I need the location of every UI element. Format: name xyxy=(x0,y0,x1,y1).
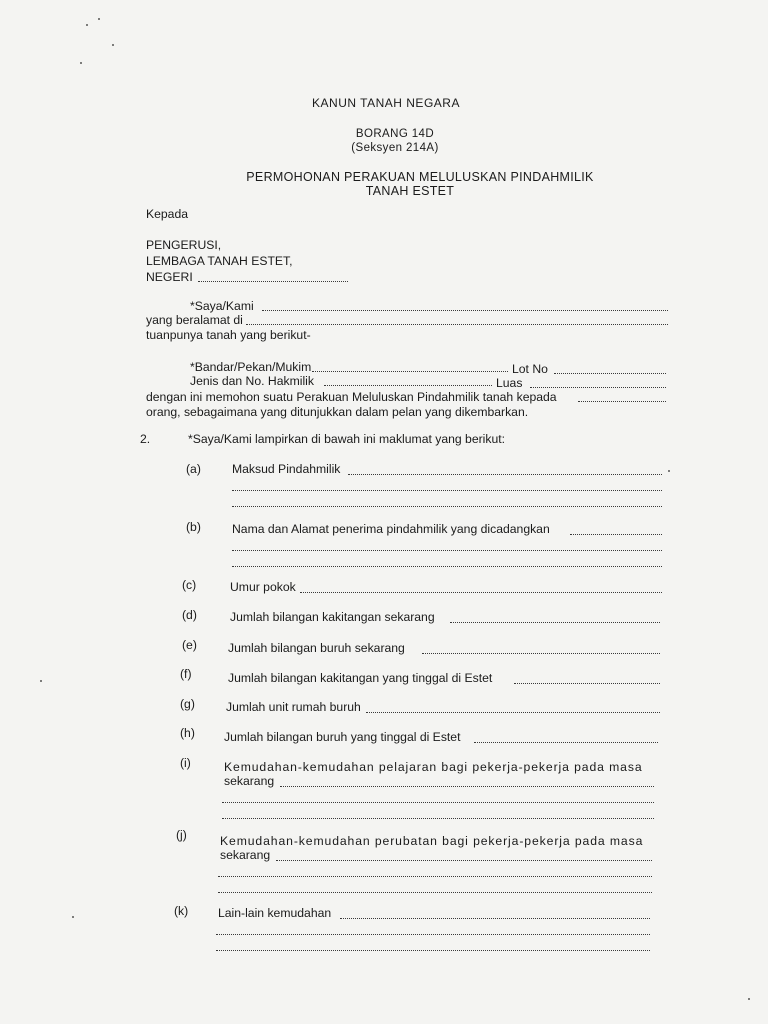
item-i-label: Kemudahan-kemudahan pelajaran bagi pekerja-pekerja pada masa xyxy=(224,760,643,774)
item-k-field-line2[interactable] xyxy=(216,934,650,935)
form-title-line1: PERMOHONAN PERAKUAN MELULUSKAN PINDAHMILIK xyxy=(246,170,594,184)
item-k-label: Lain-lain kemudahan xyxy=(218,906,332,920)
plan-text: orang, sebagaimana yang ditunjukkan dalam pelan yang dikembarkan. xyxy=(146,405,529,419)
item-b-letter: (b) xyxy=(186,520,201,534)
item-g-label: Jumlah unit rumah buruh xyxy=(226,700,361,714)
item-j-letter: (j) xyxy=(176,828,187,842)
item-i-field-line3[interactable] xyxy=(222,818,654,819)
address-label: yang beralamat di xyxy=(146,313,243,327)
item-a-field-line2[interactable] xyxy=(232,490,662,491)
area-label: Luas xyxy=(496,376,523,390)
item-a-label: Maksud Pindahmilik xyxy=(232,462,341,476)
town-field[interactable] xyxy=(312,371,508,372)
item-i-label2: sekarang xyxy=(224,774,275,788)
section2-intro: *Saya/Kami lampirkan di bawah ini maklumat yang berikut: xyxy=(188,432,506,446)
item-a-letter: (a) xyxy=(186,462,201,476)
item-e-letter: (e) xyxy=(182,638,197,652)
lot-field[interactable] xyxy=(554,373,666,374)
scan-speck xyxy=(80,62,82,64)
item-j-label2: sekarang xyxy=(220,848,271,862)
item-j-field-line2[interactable] xyxy=(218,876,652,877)
item-d-field[interactable] xyxy=(450,622,660,623)
item-j-label: Kemudahan-kemudahan perubatan bagi pekerja-pekerja pada masa xyxy=(220,834,644,848)
item-h-letter: (h) xyxy=(180,726,195,740)
item-g-letter: (g) xyxy=(180,697,195,711)
item-f-field[interactable] xyxy=(514,683,660,684)
item-b-field-line2[interactable] xyxy=(232,550,662,551)
apply-text: dengan ini memohon suatu Perakuan Meluluskan Pindahmilik tanah kepada xyxy=(146,390,557,404)
item-i-field[interactable] xyxy=(280,786,654,787)
scan-speck xyxy=(748,998,750,1000)
town-label: *Bandar/Pekan/Mukim xyxy=(190,360,312,374)
transferee-count-field[interactable] xyxy=(578,401,666,402)
item-f-letter: (f) xyxy=(180,667,192,681)
item-e-field[interactable] xyxy=(422,653,660,654)
title-label: Jenis dan No. Hakmilik xyxy=(190,374,314,388)
addressee-line2: LEMBAGA TANAH ESTET, xyxy=(146,254,293,268)
item-c-letter: (c) xyxy=(182,578,197,592)
scan-speck xyxy=(98,18,100,20)
item-d-label: Jumlah bilangan kakitangan sekarang xyxy=(230,610,435,624)
addressee-line1: PENGERUSI, xyxy=(146,238,222,252)
item-j-field[interactable] xyxy=(276,860,652,861)
item-b-label: Nama dan Alamat penerima pindahmilik yang dicadangkan xyxy=(232,522,550,536)
area-field[interactable] xyxy=(530,387,666,388)
item-c-label: Umur pokok xyxy=(230,580,296,594)
item-f-label: Jumlah bilangan kakitangan yang tinggal di Estet xyxy=(228,671,493,685)
addressee-line3: NEGERI xyxy=(146,270,193,284)
scan-speck xyxy=(86,24,88,26)
form-number: BORANG 14D xyxy=(355,128,435,140)
item-h-field[interactable] xyxy=(474,742,658,743)
state-field[interactable] xyxy=(198,281,348,282)
to-label: Kepada xyxy=(146,207,189,221)
item-e-label: Jumlah bilangan buruh sekarang xyxy=(228,641,405,655)
scan-speck xyxy=(668,470,670,472)
item-j-field-line3[interactable] xyxy=(218,892,652,893)
title-field[interactable] xyxy=(324,385,492,386)
item-i-field-line2[interactable] xyxy=(222,802,654,803)
item-k-letter: (k) xyxy=(174,904,189,918)
form-section: (Seksyen 214A) xyxy=(351,142,439,154)
lot-label: Lot No xyxy=(512,362,548,376)
scan-speck xyxy=(72,916,74,918)
form-title-line2: TANAH ESTET xyxy=(365,184,455,198)
item-h-label: Jumlah bilangan buruh yang tinggal di Estet xyxy=(224,730,461,744)
owner-text: tuanpunya tanah yang berikut- xyxy=(146,328,311,342)
item-k-field[interactable] xyxy=(340,918,650,919)
item-i-letter: (i) xyxy=(180,756,191,770)
item-a-field[interactable] xyxy=(348,474,662,475)
applicant-label: *Saya/Kami xyxy=(190,299,254,313)
item-c-field[interactable] xyxy=(300,592,662,593)
item-k-field-line3[interactable] xyxy=(216,950,650,951)
applicant-field[interactable] xyxy=(262,310,668,311)
item-a-field-line3[interactable] xyxy=(232,506,662,507)
applicant-address-field[interactable] xyxy=(246,324,668,325)
item-d-letter: (d) xyxy=(182,608,197,622)
item-b-field[interactable] xyxy=(570,534,662,535)
scan-speck xyxy=(40,680,42,682)
item-b-field-line3[interactable] xyxy=(232,566,662,567)
item-g-field[interactable] xyxy=(366,712,660,713)
section2-number: 2. xyxy=(140,432,151,446)
law-title: KANUN TANAH NEGARA xyxy=(312,96,460,110)
scan-speck xyxy=(112,44,114,46)
